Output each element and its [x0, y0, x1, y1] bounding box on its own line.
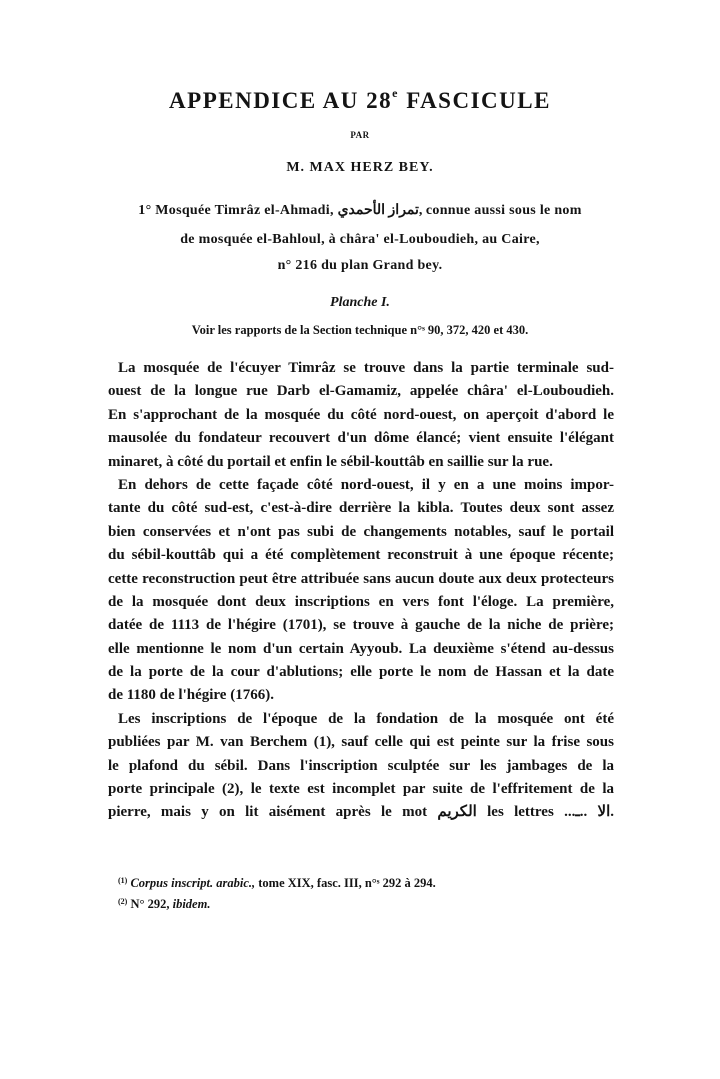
- report-references: Voir les rapports de la Section technique n°ˢ 90, 372, 420 et 430.: [191, 323, 529, 337]
- section-heading-line-3: n° 216 du plan Grand bey.: [277, 258, 443, 273]
- body-line: de la mosquée dont deux inscriptions en vers font l'éloge. La première,: [108, 593, 614, 610]
- body-line: bien conservées et n'ont pas subi de changements notables, sauf le portail: [108, 523, 614, 540]
- body-line: Les inscriptions de l'époque de la fondation de la mosquée ont été: [118, 710, 614, 727]
- author-name: M. MAX HERZ BEY.: [286, 160, 434, 175]
- body-line: mausolée du fondateur recouvert d'un dôme élancé; vient ensuite l'élégant: [108, 430, 614, 447]
- body-text: [108, 357, 614, 825]
- body-line: minaret, à côté du portail et enfin le sébil-kouttâb en saillie sur la rue.: [108, 453, 553, 470]
- body-line: publiées par M. van Berchem (1), sauf celle qui est peinte sur la frise sous: [108, 734, 614, 751]
- page-title: APPENDICE AU 28e FASCICULE: [169, 86, 551, 113]
- by-line: PAR: [350, 130, 370, 140]
- plate-reference: Planche I.: [330, 295, 390, 310]
- body-line: cette reconstruction peut être attribuée sans aucun doute aux deux protecteurs: [108, 570, 614, 587]
- body-line: pierre, mais y on lit aisément après le mot الكريم les lettres ...الا ..ـ.: [108, 804, 614, 821]
- body-line: En dehors de cette façade côté nord-ouest, il y en a une moins impor-: [118, 476, 614, 493]
- body-line: ouest de la longue rue Darb el-Gamamiz, appelée châra' el-Louboudieh.: [108, 383, 614, 400]
- body-line: porte principale (2), le texte est incomplet par suite de l'effritement de la: [108, 781, 614, 798]
- body-line: de 1180 de l'hégire (1766).: [108, 687, 274, 704]
- section-heading-line-1: 1° Mosquée Timrâz el-Ahmadi, تمراز الأحمدي, connue aussi sous le nom: [138, 203, 582, 218]
- body-line: En s'approchant de la mosquée du côté nord-ouest, on aperçoit d'abord le: [108, 406, 614, 423]
- body-line: La mosquée de l'écuyer Timrâz se trouve dans la partie terminale sud-: [118, 360, 614, 376]
- body-line: de la porte de la cour d'ablutions; elle porte le nom de Hassan et la date: [108, 664, 614, 681]
- footnote-1: $^{(1)}$ Corpus inscript. arabic., tome XIX, fasc. III, n°ˢ 292 à 294.: [118, 876, 436, 890]
- body-line: elle mentionne le nom d'un certain Ayyoub. La deuxième s'étend au-dessus: [108, 640, 614, 657]
- section-heading-line-2: de mosquée el-Bahloul, à châra' el-Louboudieh, au Caire,: [180, 232, 540, 247]
- body-line: tante du côté sud-est, c'est-à-dire derrière la kibla. Toutes deux sont assez: [108, 500, 614, 517]
- body-line: datée de 1113 de l'hégire (1701), se trouve à gauche de la niche de prière;: [108, 617, 614, 634]
- body-line: le plafond du sébil. Dans l'inscription sculptée sur les jambages de la: [108, 757, 614, 774]
- footnote-2: $^{(2)}$ N° 292, ibidem.: [118, 897, 211, 911]
- body-line: du sébil-kouttâb qui a été complètement reconstruit à une époque récente;: [108, 547, 614, 564]
